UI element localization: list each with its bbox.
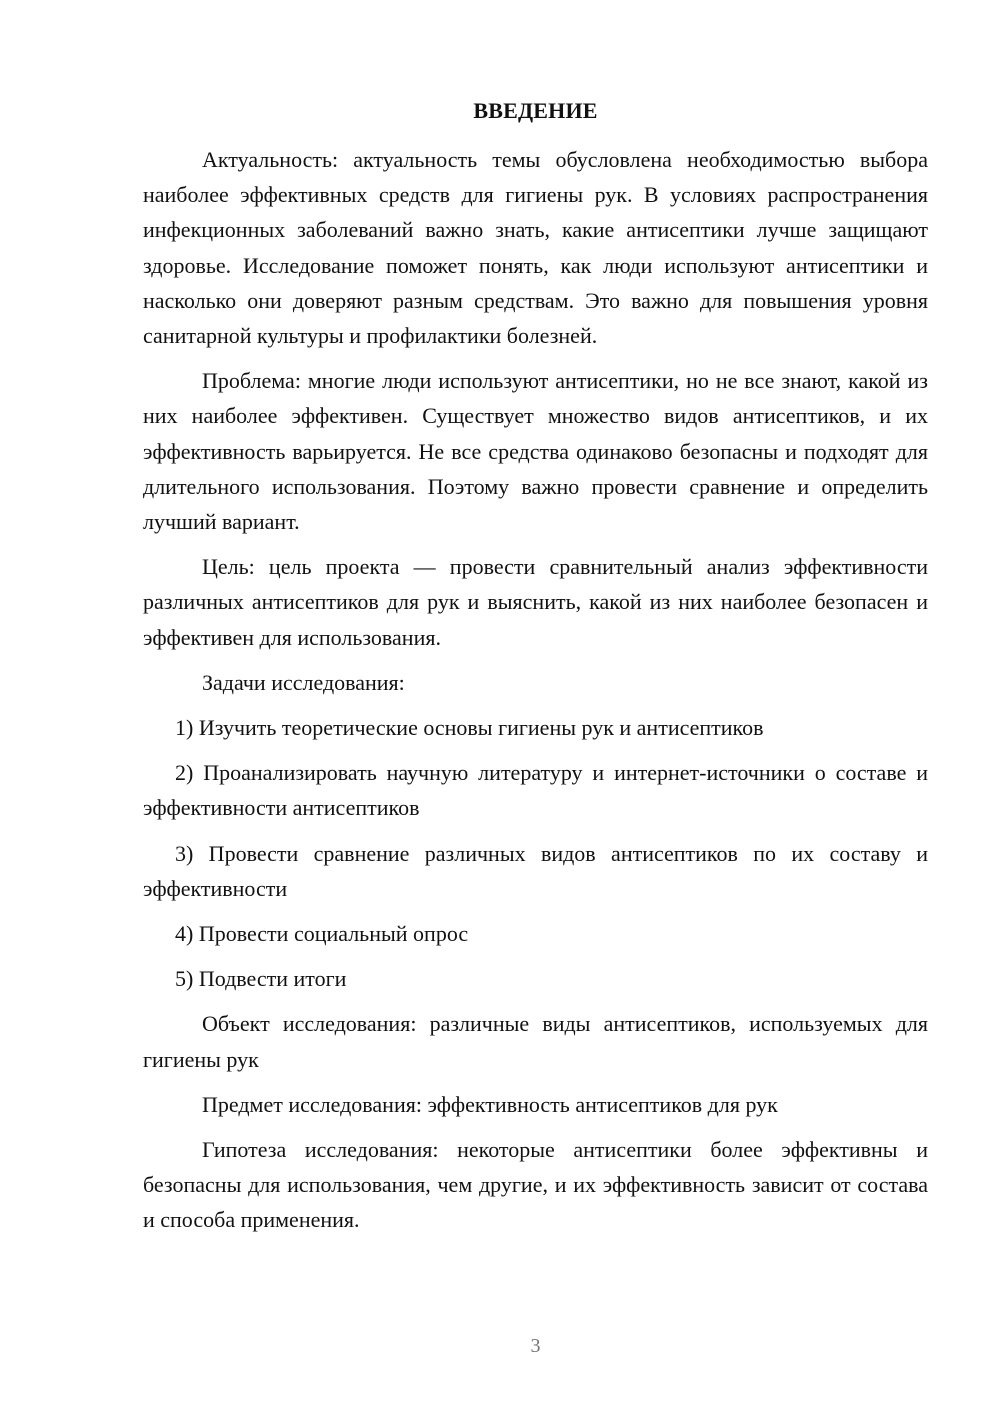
page-title: ВВЕДЕНИЕ bbox=[473, 98, 598, 123]
problem-paragraph: Проблема: многие люди используют антисептики, но не все знают, какой из них наиболее эффективен. Существует множество видов антисептиков, и их эффективность варьируется. Не все средства одинаково безопасны и подходят для длительного использования. Поэтому важно провести сравнение и определить лучший вариант. bbox=[143, 368, 928, 535]
tasks-heading: Задачи исследования: bbox=[202, 669, 405, 695]
task-item-3: 3) Провести сравнение различных видов антисептиков по их составу и эффективности bbox=[143, 840, 928, 901]
task-item-1: 1) Изучить теоретические основы гигиены рук и антисептиков bbox=[175, 715, 764, 741]
task-item-2: 2) Проанализировать научную литературу и интернет-источники о составе и эффективности антисептиков bbox=[143, 760, 928, 821]
page-number: 3 bbox=[530, 1335, 541, 1357]
hypothesis-paragraph: Гипотеза исследования: некоторые антисептики более эффективны и безопасны для использования, чем другие, и их эффективность зависит от состава и способа применения. bbox=[143, 1137, 928, 1233]
document-body bbox=[143, 142, 928, 1248]
subject-paragraph: Предмет исследования: эффективность антисептиков для рук bbox=[202, 1091, 778, 1117]
object-paragraph: Объект исследования: различные виды антисептиков, используемых для гигиены рук bbox=[143, 1011, 928, 1072]
relevance-paragraph: Актуальность: актуальность темы обусловлена необходимостью выбора наиболее эффективных средств для гигиены рук. В условиях распространения инфекционных заболеваний важно знать, какие антисептики лучше защищают здоровье. Исследование поможет понять, как люди используют антисептики и насколько они доверяют разным средствам. Это важно для повышения уровня санитарной культуры и профилактики болезней. bbox=[143, 147, 928, 349]
task-item-5: 5) Подвести итоги bbox=[175, 966, 347, 992]
task-item-4: 4) Провести социальный опрос bbox=[175, 921, 469, 947]
goal-paragraph: Цель: цель проекта — провести сравнительный анализ эффективности различных антисептиков для рук и выяснить, какой из них наиболее безопасен и эффективен для использования. bbox=[143, 554, 928, 650]
